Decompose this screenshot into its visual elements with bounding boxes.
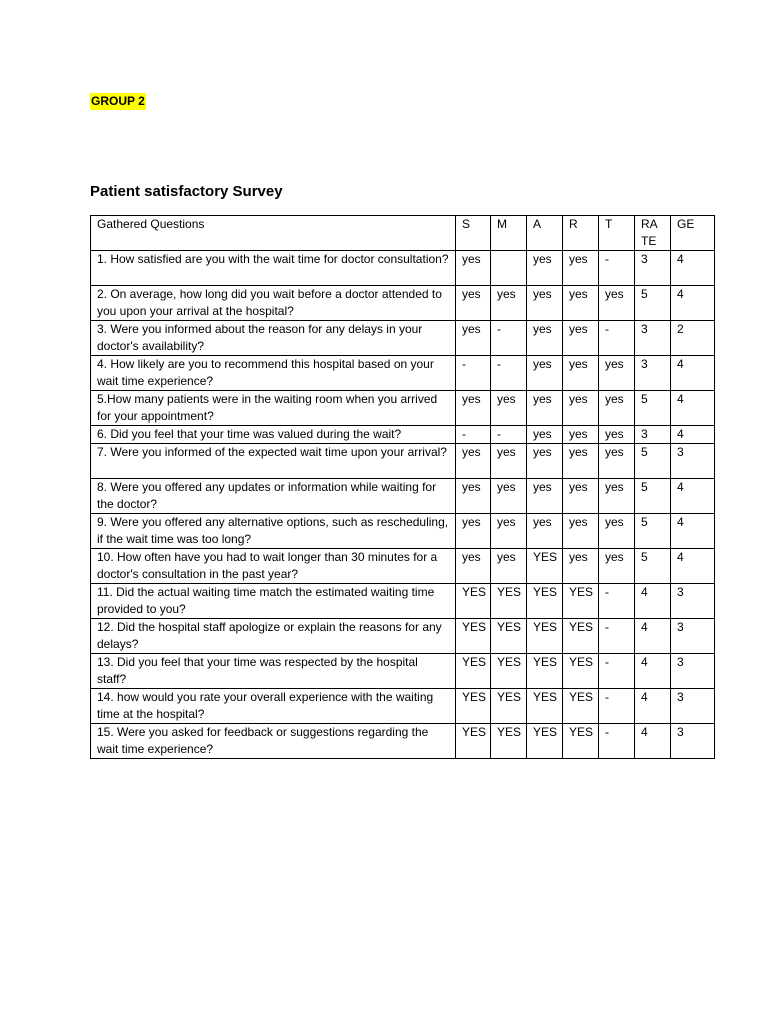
r-cell: yes: [563, 286, 599, 321]
t-cell: -: [599, 619, 635, 654]
table-row: [91, 321, 715, 356]
question-cell: 7. Were you informed of the expected wait time upon your arrival?: [91, 444, 456, 479]
ge-cell: 4: [671, 479, 715, 514]
a-cell: yes: [527, 444, 563, 479]
r-cell: YES: [563, 689, 599, 724]
a-cell: YES: [527, 619, 563, 654]
header-r: R: [563, 216, 599, 251]
table-row: [91, 356, 715, 391]
ge-cell: 4: [671, 549, 715, 584]
s-cell: yes: [456, 549, 491, 584]
r-cell: yes: [563, 444, 599, 479]
r-cell: YES: [563, 654, 599, 689]
table-row: [91, 514, 715, 549]
m-cell: -: [491, 356, 527, 391]
s-cell: yes: [456, 391, 491, 426]
rate-cell: 5: [635, 479, 671, 514]
table-row: [91, 251, 715, 286]
table-row: [91, 426, 715, 444]
t-cell: -: [599, 724, 635, 759]
a-cell: yes: [527, 321, 563, 356]
m-cell: [491, 251, 527, 286]
table-row: [91, 584, 715, 619]
r-cell: YES: [563, 584, 599, 619]
s-cell: YES: [456, 584, 491, 619]
ge-cell: 3: [671, 724, 715, 759]
s-cell: YES: [456, 654, 491, 689]
table-row: [91, 444, 715, 479]
r-cell: YES: [563, 619, 599, 654]
a-cell: yes: [527, 426, 563, 444]
m-cell: yes: [491, 479, 527, 514]
rate-cell: 3: [635, 321, 671, 356]
m-cell: YES: [491, 689, 527, 724]
question-cell: 8. Were you offered any updates or information while waiting for the doctor?: [91, 479, 456, 514]
m-cell: YES: [491, 724, 527, 759]
t-cell: -: [599, 251, 635, 286]
r-cell: yes: [563, 514, 599, 549]
a-cell: YES: [527, 549, 563, 584]
rate-cell: 4: [635, 689, 671, 724]
s-cell: yes: [456, 514, 491, 549]
ge-cell: 4: [671, 391, 715, 426]
t-cell: -: [599, 654, 635, 689]
rate-cell: 5: [635, 514, 671, 549]
m-cell: YES: [491, 584, 527, 619]
r-cell: yes: [563, 321, 599, 356]
question-cell: 15. Were you asked for feedback or suggestions regarding the wait time experience?: [91, 724, 456, 759]
table-row: [91, 286, 715, 321]
header-a: A: [527, 216, 563, 251]
r-cell: yes: [563, 549, 599, 584]
m-cell: yes: [491, 286, 527, 321]
s-cell: yes: [456, 251, 491, 286]
question-cell: 9. Were you offered any alternative options, such as rescheduling, if the wait time was too long?: [91, 514, 456, 549]
m-cell: yes: [491, 549, 527, 584]
t-cell: yes: [599, 549, 635, 584]
rate-cell: 5: [635, 391, 671, 426]
a-cell: yes: [527, 356, 563, 391]
a-cell: yes: [527, 251, 563, 286]
ge-cell: 4: [671, 426, 715, 444]
rate-cell: 5: [635, 444, 671, 479]
t-cell: yes: [599, 391, 635, 426]
survey-table: [90, 215, 715, 759]
header-m: M: [491, 216, 527, 251]
a-cell: yes: [527, 391, 563, 426]
t-cell: yes: [599, 479, 635, 514]
ge-cell: 4: [671, 286, 715, 321]
rate-cell: 4: [635, 619, 671, 654]
a-cell: YES: [527, 654, 563, 689]
s-cell: YES: [456, 724, 491, 759]
question-cell: 13. Did you feel that your time was respected by the hospital staff?: [91, 654, 456, 689]
t-cell: yes: [599, 426, 635, 444]
table-row: [91, 689, 715, 724]
question-cell: 6. Did you feel that your time was valued during the wait?: [91, 426, 456, 444]
a-cell: yes: [527, 514, 563, 549]
m-cell: YES: [491, 619, 527, 654]
header-rate: RA TE: [635, 216, 671, 251]
group-label: GROUP 2: [91, 94, 145, 108]
a-cell: yes: [527, 286, 563, 321]
t-cell: yes: [599, 286, 635, 321]
s-cell: -: [456, 356, 491, 391]
question-cell: 12. Did the hospital staff apologize or explain the reasons for any delays?: [91, 619, 456, 654]
question-cell: 10. How often have you had to wait longer than 30 minutes for a doctor's consultation in the past year?: [91, 549, 456, 584]
t-cell: -: [599, 584, 635, 619]
rate-cell: 3: [635, 251, 671, 286]
s-cell: YES: [456, 689, 491, 724]
ge-cell: 3: [671, 689, 715, 724]
m-cell: -: [491, 426, 527, 444]
table-header-row: [91, 216, 715, 251]
rate-cell: 3: [635, 356, 671, 391]
r-cell: YES: [563, 724, 599, 759]
t-cell: -: [599, 689, 635, 724]
table-row: [91, 549, 715, 584]
header-ge: GE: [671, 216, 715, 251]
header-s: S: [456, 216, 491, 251]
page-title: Patient satisfactory Survey: [90, 183, 283, 200]
t-cell: yes: [599, 356, 635, 391]
question-cell: 4. How likely are you to recommend this hospital based on your wait time experience?: [91, 356, 456, 391]
question-cell: 5.How many patients were in the waiting room when you arrived for your appointment?: [91, 391, 456, 426]
question-cell: 2. On average, how long did you wait before a doctor attended to you upon your arrival at the hospital?: [91, 286, 456, 321]
a-cell: YES: [527, 724, 563, 759]
s-cell: YES: [456, 619, 491, 654]
rate-cell: 4: [635, 584, 671, 619]
r-cell: yes: [563, 356, 599, 391]
s-cell: -: [456, 426, 491, 444]
header-t: T: [599, 216, 635, 251]
header-questions: Gathered Questions: [91, 216, 456, 251]
t-cell: yes: [599, 444, 635, 479]
m-cell: yes: [491, 514, 527, 549]
r-cell: yes: [563, 251, 599, 286]
ge-cell: 4: [671, 514, 715, 549]
s-cell: yes: [456, 321, 491, 356]
question-cell: 3. Were you informed about the reason for any delays in your doctor's availability?: [91, 321, 456, 356]
a-cell: YES: [527, 689, 563, 724]
rate-cell: 4: [635, 654, 671, 689]
table-row: [91, 391, 715, 426]
t-cell: yes: [599, 514, 635, 549]
table-row: [91, 654, 715, 689]
ge-cell: 4: [671, 251, 715, 286]
table-row: [91, 724, 715, 759]
r-cell: yes: [563, 479, 599, 514]
ge-cell: 3: [671, 654, 715, 689]
a-cell: YES: [527, 584, 563, 619]
question-cell: 1. How satisfied are you with the wait time for doctor consultation?: [91, 251, 456, 286]
ge-cell: 3: [671, 584, 715, 619]
ge-cell: 3: [671, 619, 715, 654]
question-cell: 11. Did the actual waiting time match the estimated waiting time provided to you?: [91, 584, 456, 619]
ge-cell: 4: [671, 356, 715, 391]
r-cell: yes: [563, 391, 599, 426]
rate-cell: 4: [635, 724, 671, 759]
ge-cell: 3: [671, 444, 715, 479]
table-row: [91, 619, 715, 654]
m-cell: -: [491, 321, 527, 356]
t-cell: -: [599, 321, 635, 356]
rate-cell: 5: [635, 286, 671, 321]
a-cell: yes: [527, 479, 563, 514]
ge-cell: 2: [671, 321, 715, 356]
m-cell: yes: [491, 444, 527, 479]
s-cell: yes: [456, 444, 491, 479]
r-cell: yes: [563, 426, 599, 444]
table-row: [91, 479, 715, 514]
question-cell: 14. how would you rate your overall experience with the waiting time at the hospital?: [91, 689, 456, 724]
rate-cell: 5: [635, 549, 671, 584]
m-cell: YES: [491, 654, 527, 689]
m-cell: yes: [491, 391, 527, 426]
s-cell: yes: [456, 286, 491, 321]
rate-cell: 3: [635, 426, 671, 444]
s-cell: yes: [456, 479, 491, 514]
